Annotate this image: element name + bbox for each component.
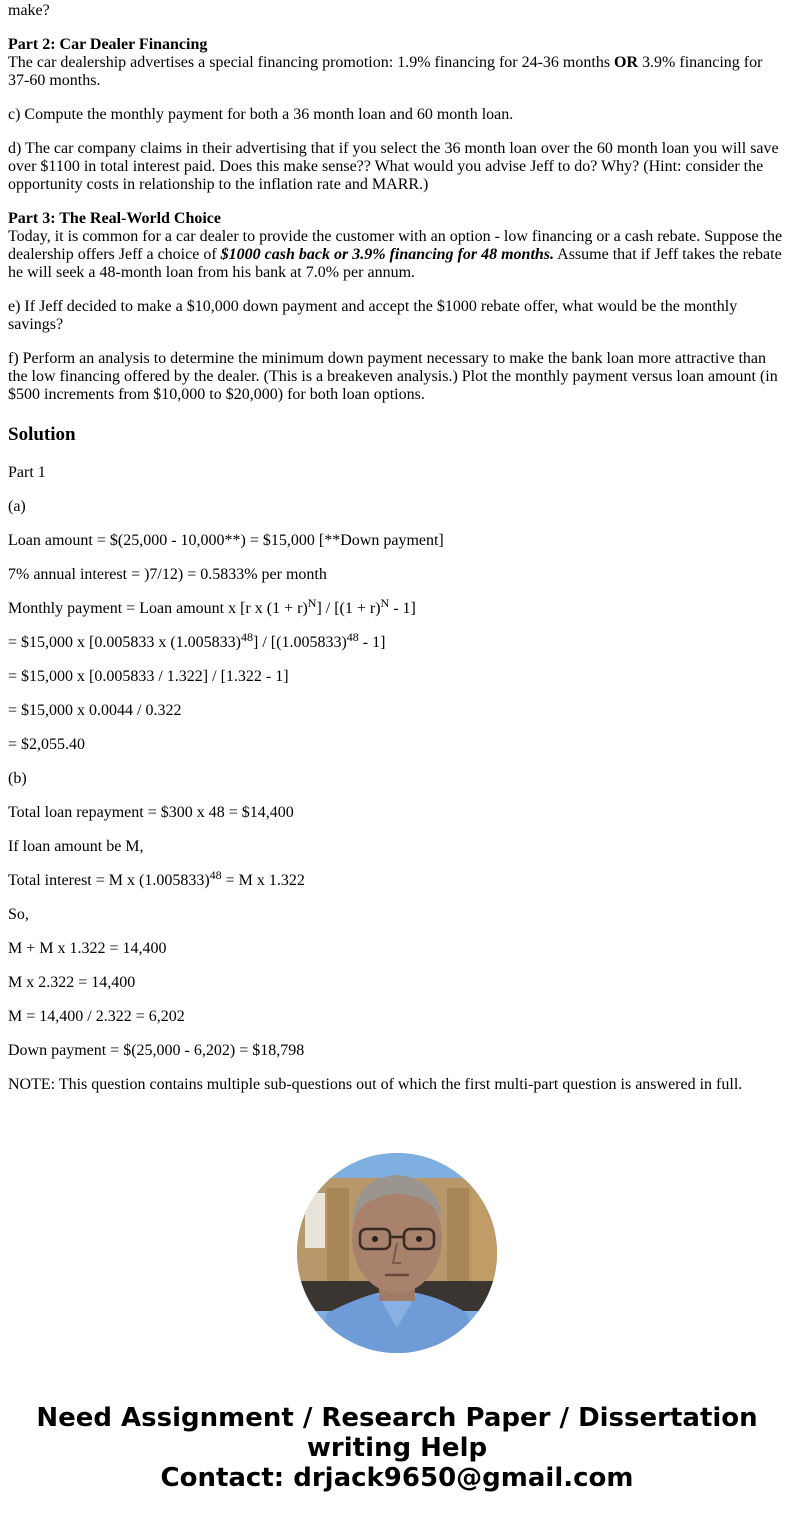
question-c: c) Compute the monthly payment for both a 36 month loan and 60 month loan. xyxy=(8,106,514,123)
tutor-portrait-icon xyxy=(297,1153,497,1353)
solution-step2: = $15,000 x [0.005833 / 1.322] / [1.322 - 1] xyxy=(8,668,289,685)
cta-contact-email[interactable]: Contact: drjack9650@gmail.com xyxy=(160,1463,634,1493)
part3-block xyxy=(8,210,786,282)
cta-line2: writing Help xyxy=(306,1433,488,1463)
question-section xyxy=(8,0,786,404)
part3-title: Part 3: The Real-World Choice xyxy=(8,210,222,227)
solution-formula: Monthly payment = Loan amount x [r x $(1 + r)^N] / [(1 + r)^N - 1]$ xyxy=(8,596,416,617)
contact-banner xyxy=(0,1403,794,1493)
question-f: f) Perform an analysis to determine the minimum down payment necessary to make the bank loan more attractive than the low financing offered by the dealer. (This is a breakeven analysis.) Plot the monthly payment versus loan amount (in $500 increments from $10,000 to $20,000) for both loan options. xyxy=(8,350,778,403)
solution-b-line6: M x 2.322 = 14,400 xyxy=(8,974,136,991)
part2-intro-a: The car dealership advertises a special financing promotion: 1.9% financing for 24-36 months xyxy=(8,54,615,71)
question-truncated-line: make? xyxy=(8,0,786,20)
solution-step1: = $15,000 x [0.005833 x $(1.005833)^{48}] / [(1.005833)^{48} - 1]$ xyxy=(8,630,386,651)
solution-step3: = $15,000 x 0.0044 / 0.322 xyxy=(8,702,182,719)
solution-b-line7: M = 14,400 / 2.322 = 6,202 xyxy=(8,1008,185,1025)
cut-off-line xyxy=(8,0,786,2)
part2-intro-b: 3.9% financing for 37-60 months. xyxy=(8,54,763,89)
part2-title: Part 2: Car Dealer Financing xyxy=(8,36,208,53)
part3-intro-b: Assume that if Jeff takes the rebate he will seek a 48-month loan from his bank at 7.0% per annum. xyxy=(8,246,782,281)
solution-b-line3: Total interest = M x $(1.005833)^{48} = M$ x 1.322 xyxy=(8,868,305,889)
part2-or: OR xyxy=(614,54,639,71)
solution-note: NOTE: This question contains multiple sub-questions out of which the first multi-part question is answered in full. xyxy=(8,1076,743,1093)
solution-part-label: Part 1 xyxy=(8,464,46,481)
solution-b-label: (b) xyxy=(8,770,27,787)
solution-section xyxy=(8,464,786,1094)
solution-b-line4: So, xyxy=(8,906,29,923)
solution-b-line2: If loan amount be M, xyxy=(8,838,144,855)
tutor-avatar xyxy=(297,1153,497,1353)
solution-a-label: (a) xyxy=(8,498,26,515)
solution-interest: 7% annual interest = )7/12) = 0.5833% per month xyxy=(8,566,327,583)
part3-emphasis: $1000 cash back or 3.9% financing for 48 months. xyxy=(220,246,555,263)
question-d: d) The car company claims in their advertising that if you select the 36 month loan over the 60 month loan you will save over $1100 in total interest paid. Does this make sense?? What would you advise Jeff to do? Why? (Hint: consider the opportunity costs in relationship to the inflation rate and MARR.) xyxy=(8,140,779,193)
solution-b-line1: Total loan repayment = $300 x 48 = $14,400 xyxy=(8,804,294,821)
solution-step4: = $2,055.40 xyxy=(8,736,86,753)
question-e: e) If Jeff decided to make a $10,000 down payment and accept the $1000 rebate offer, what would be the monthly savings? xyxy=(8,298,738,333)
part2-block xyxy=(8,36,786,90)
solution-b-line5: M + M x 1.322 = 14,400 xyxy=(8,940,167,957)
cta-line1: Need Assignment / Research Paper / Dissertation xyxy=(36,1403,758,1433)
document-page xyxy=(8,0,786,1110)
solution-heading: Solution xyxy=(8,424,76,445)
part3-intro-a: Today, it is common for a car dealer to provide the customer with an option - low financing or a cash rebate. Suppose the dealership offers Jeff a choice of xyxy=(8,228,783,263)
solution-b-line8: Down payment = $(25,000 - 6,202) = $18,798 xyxy=(8,1042,305,1059)
solution-loan-amount: Loan amount = $(25,000 - 10,000**) = $15,000 [**Down payment] xyxy=(8,532,444,549)
